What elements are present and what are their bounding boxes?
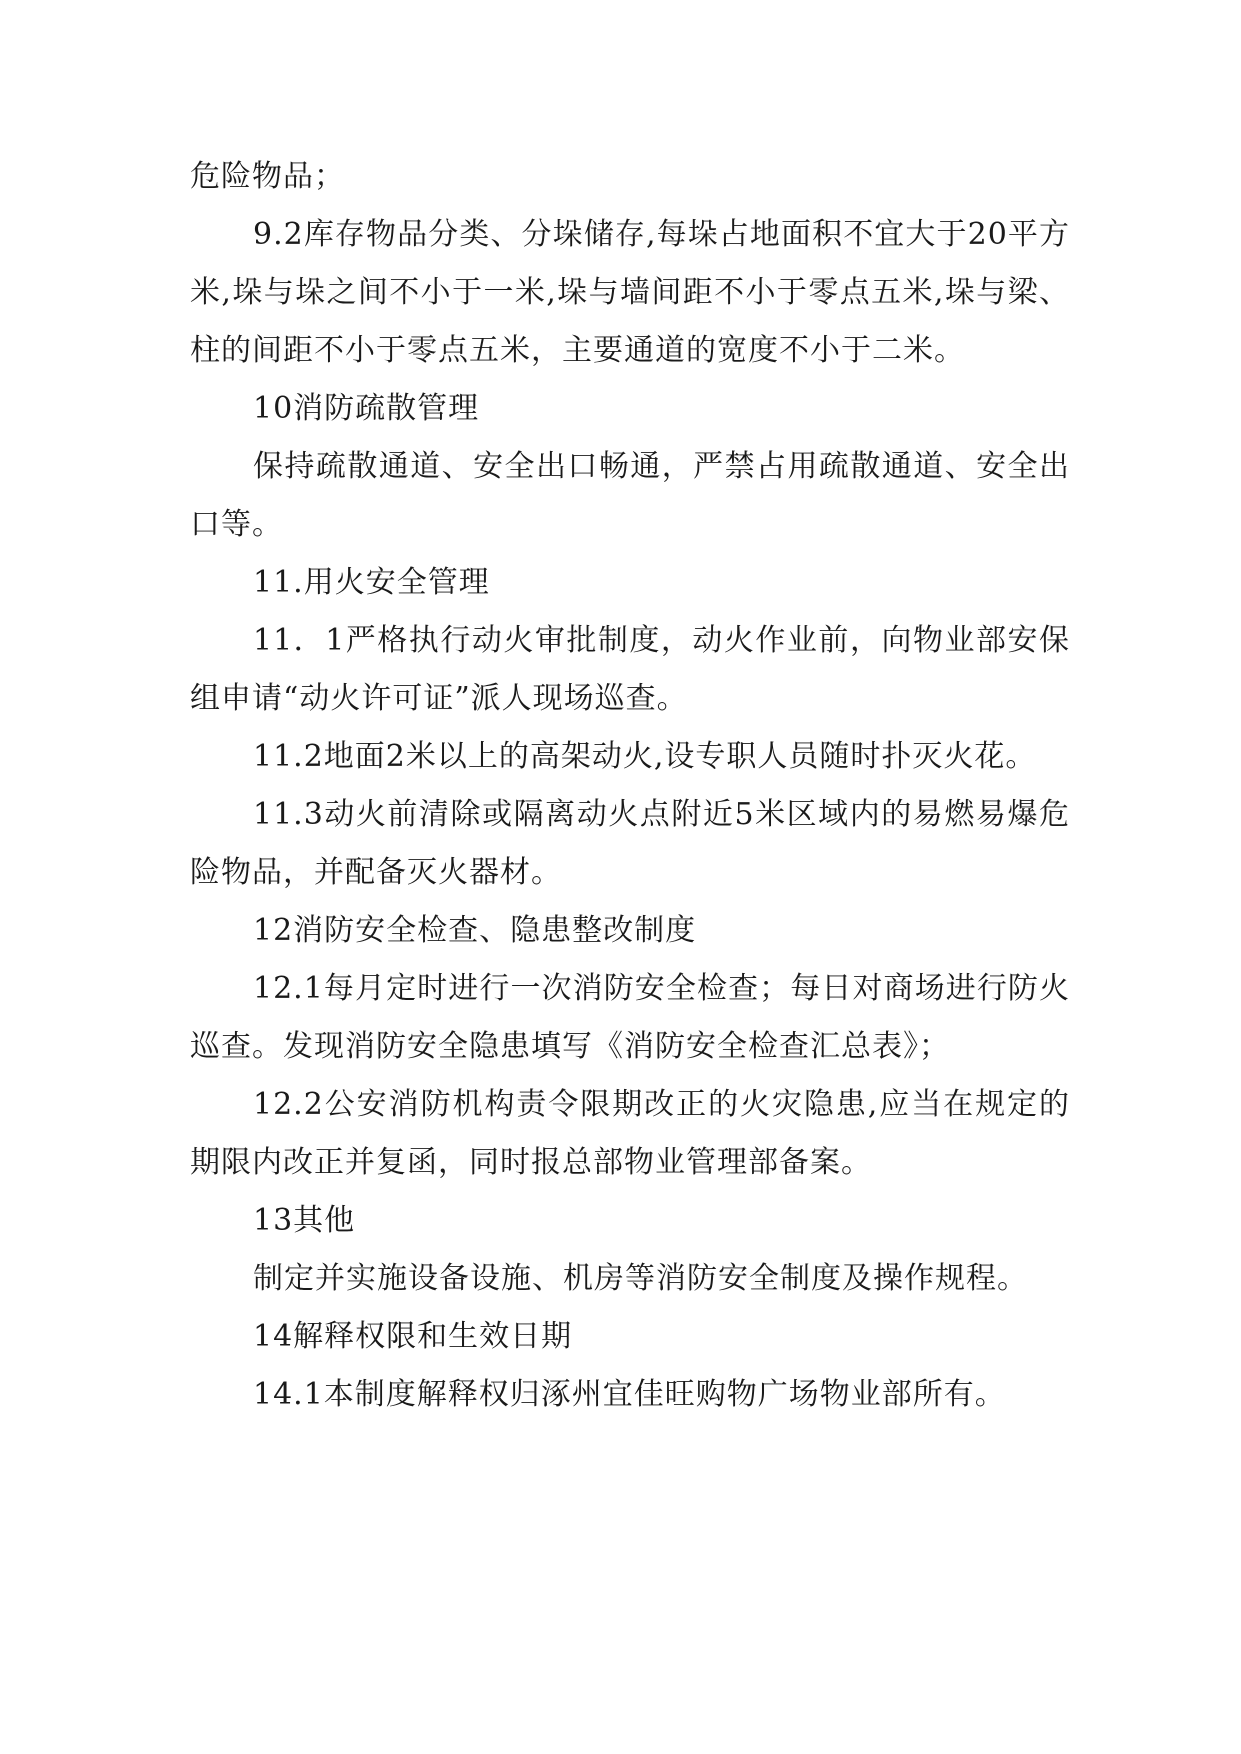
section-heading-14: 14解释权限和生效日期 (253, 1319, 573, 1354)
section-heading-12: 12消防安全检查、隐患整改制度 (253, 913, 697, 948)
section-heading-10: 10消防疏散管理 (253, 391, 480, 426)
paragraph-11-3: 11.3动火前清除或隔离动火点附近5米区域内的易燃易爆危险物品，并配备灭火器材。 (190, 797, 1070, 890)
section-heading-11: 11.用火安全管理 (253, 565, 490, 600)
paragraph-10-body: 保持疏散通道、安全出口畅通，严禁占用疏散通道、安全出口等。 (190, 449, 1070, 542)
document-page (190, 148, 1070, 1424)
paragraph-12-1: 12.1每月定时进行一次消防安全检查；每日对商场进行防火巡查。发现消防安全隐患填写《消防安全检查汇总表》； (190, 971, 1070, 1064)
paragraph-continuation: 危险物品； (190, 159, 345, 194)
paragraph-9-2: 9.2库存物品分类、分垛储存,每垛占地面积不宜大于20平方米,垛与垛之间不小于一米,垛与墙间距不小于零点五米,垛与梁、柱的间距不小于零点五米，主要通道的宽度不小于二米。 (190, 217, 1070, 368)
section-heading-13: 13其他 (253, 1203, 356, 1238)
paragraph-13-body: 制定并实施设备设施、机房等消防安全制度及操作规程。 (253, 1261, 1028, 1296)
paragraph-11-1: 11．1严格执行动火审批制度，动火作业前，向物业部安保组申请“动火许可证”派人现场巡查。 (190, 623, 1070, 716)
paragraph-12-2: 12.2公安消防机构责令限期改正的火灾隐患,应当在规定的期限内改正并复函，同时报总部物业管理部备案。 (190, 1087, 1070, 1180)
paragraph-11-2: 11.2地面2米以上的高架动火,设专职人员随时扑灭火花。 (253, 739, 1037, 774)
paragraph-14-1: 14.1本制度解释权归涿州宜佳旺购物广场物业部所有。 (253, 1377, 1006, 1412)
